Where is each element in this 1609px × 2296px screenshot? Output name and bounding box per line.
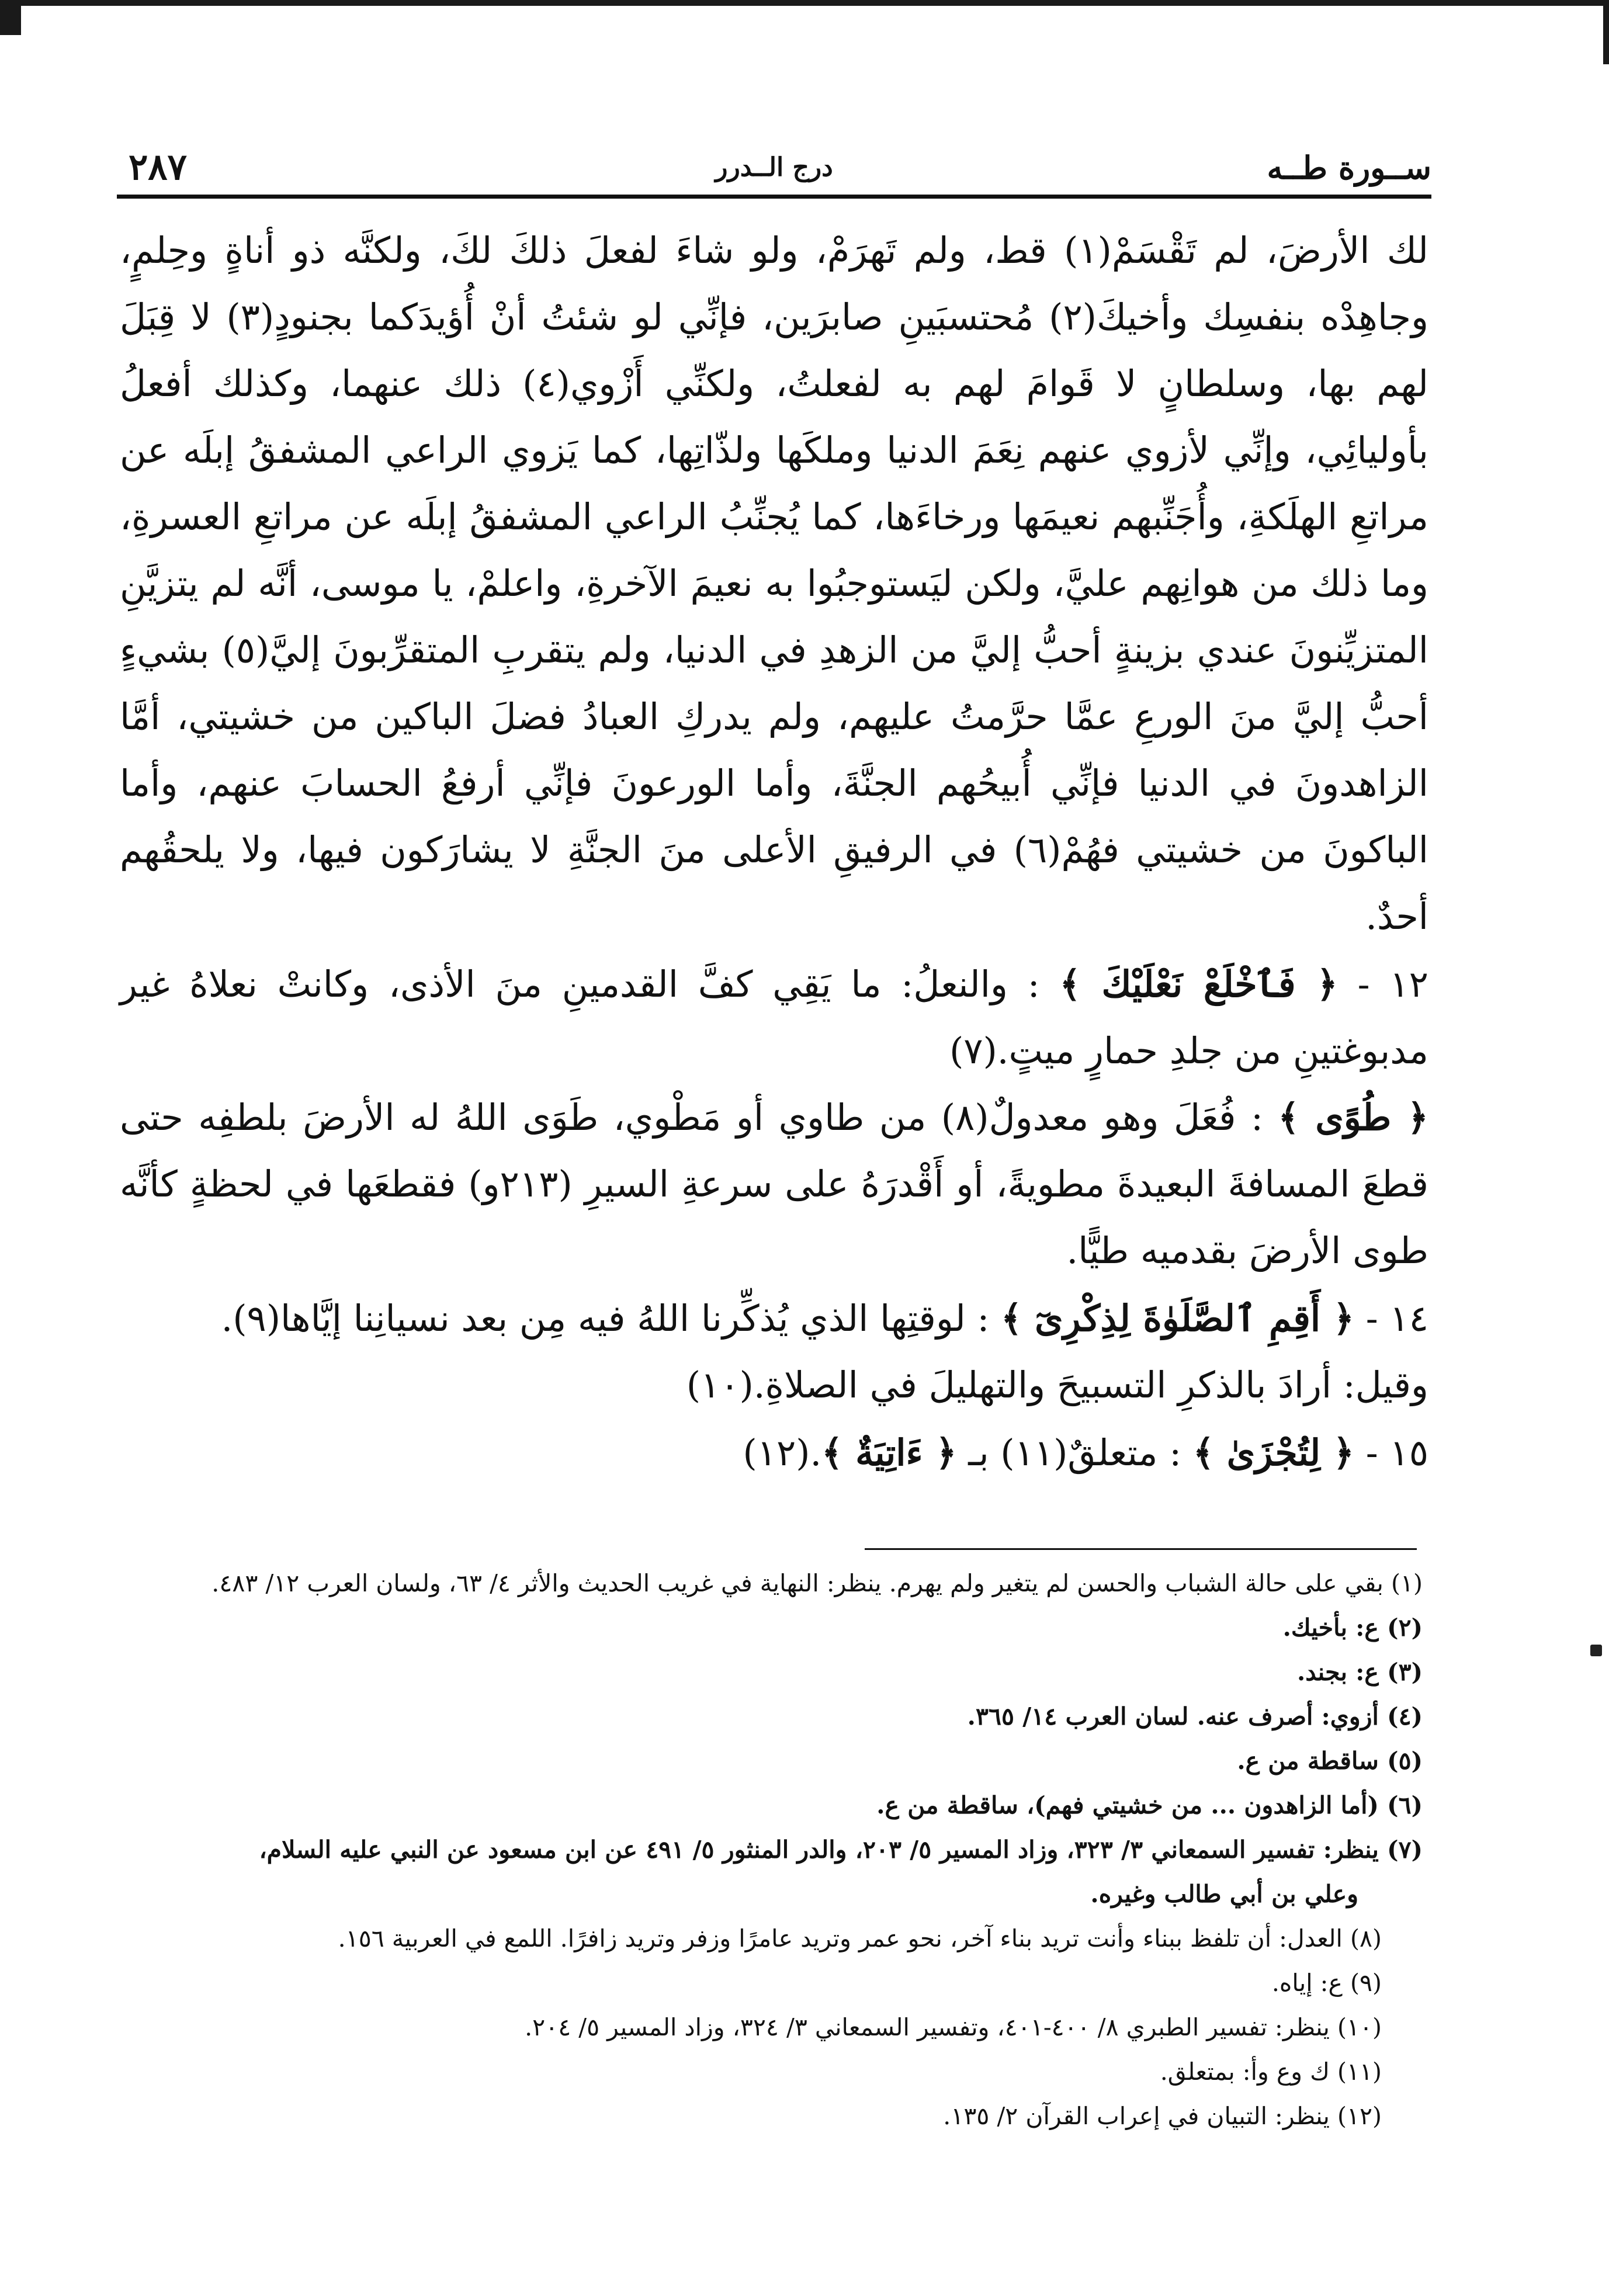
- book-title: درج الــدرر: [715, 152, 833, 182]
- footnote-5: (٥) ساقطة من ع.: [1237, 1747, 1423, 1775]
- running-header: [117, 145, 1431, 195]
- footnote-7-line2: وعلي بن أبي طالب وغيره.: [1090, 1880, 1358, 1908]
- verse-number: ١٢ -: [1357, 963, 1428, 1005]
- scan-margin-mark: [1590, 1645, 1602, 1656]
- footnote-3: (٣) ع: بجند.: [1296, 1658, 1423, 1686]
- footnotes: [117, 1561, 1423, 2138]
- scan-edge-top: [0, 0, 1609, 6]
- paragraph-qila: وقيل: أرادَ بالذكرِ التسبيحَ والتهليلَ في الصلاةِ.(١٠): [686, 1364, 1428, 1406]
- quran-quote: ﴿ فَٱخْلَعْ نَعْلَيْكَ ﴾: [1059, 963, 1338, 1005]
- footnote-8: (٨) العدل: أن تلفظ ببناء وأنت تريد بناء آخر، نحو عمر وتريد عامرًا وزفر وتريد زافرًا. اللمع في العربية ١٥٦.: [338, 1924, 1382, 1952]
- quran-quote: ﴿ لِتُجْزَىٰ ﴾: [1192, 1431, 1354, 1474]
- paragraph-hadith: لك الأرضَ، لم تَقْسَمْ(١) قط، ولم تَهرَمْ، ولو شاءَ لفعلَ ذلكَ لكَ، ولكنَّه ذو أناةٍ وحِلمٍ، وجاهِدْه بنفسِك وأخيكَ(٢) مُحتسبَينِ صابرَين، فإنِّي لو شئتُ أنْ أُؤيدَكما بجنودٍ(٣) لا قِبَلَ لهم بها، وسلطانٍ لا قَوامَ لهم به لفعلتُ، ولكنِّي أَزْوي(٤) ذلك عنهما، وكذلك أفعلُ بأوليائِي، وإنِّي لأزوي عنهم نِعَمَ الدنيا وملكَها ولذّاتِها، كما يَزوي الراعي المشفقُ إبلَه عن مراتعِ الهلَكةِ، وأُجَنِّبهم نعيمَها ورخاءَها، كما يُجنِّبُ الراعي المشفقُ إبلَه عن مراتعِ العسرةِ، وما ذلك من هوانِهم عليَّ، ولكن ليَستوجبُوا به نعيمَ الآخرةِ، واعلمْ، يا موسى، أنَّه لم يتزيَّنِ المتزيِّنونَ عندي بزينةٍ أحبُّ إليَّ من الزهدِ في الدنيا، ولم يتقربِ المتقرِّبونَ إليَّ(٥) بشيءٍ أحبُّ إليَّ منَ الورعِ عمَّا حرَّمتُ عليهم، ولم يدركِ العبادُ فضلَ الباكين من خشيتي، أمَّا الزاهدونَ في الدنيا فإنِّي أُبيحُهم الجنَّةَ، وأما الورعونَ فإنِّي أرفعُ الحسابَ عنهم، وأما الباكونَ من خشيتي فهُمْ(٦) في الرفيقِ الأعلى منَ الجنَّةِ لا يشارَكون فيها، ولا يلحقُهم أحدٌ.: [120, 229, 1429, 938]
- main-text: [120, 217, 1428, 1486]
- commentary-text: : متعلقٌ(١١) بـ: [968, 1431, 1182, 1474]
- surah-title: ســورة طــه: [1267, 149, 1431, 186]
- commentary-text: : فُعَلَ وهو معدولٌ(٨) من طاوي أو مَطْوي، طَوَى اللهُ له الأرضَ بلطفِه حتى قطعَ المسافةَ البعيدةَ مطويةً، أو أَقْدرَهُ على سرعةِ السيرِ (٢١٣و) فقطعَها في لحظةٍ كأنَّه طوى الأرضَ بقدميه طيًّا.: [120, 1096, 1428, 1272]
- footnote-1: (١) بقي على حالة الشباب والحسن لم يتغير ولم يهرم. ينظر: النهاية في غريب الحديث والأثر ٤/ ٦٣، ولسان العرب ١٢/ ٤٨٣.: [211, 1569, 1423, 1597]
- footnote-11: (١١) ك وع وأ: بمتعلق.: [1160, 2058, 1382, 2086]
- footnote-4: (٤) أزوي: أصرف عنه. لسان العرب ١٤/ ٣٦٥.: [967, 1702, 1423, 1730]
- scan-edge-right: [1603, 0, 1609, 64]
- footnote-7-line1: (٧) ينظر: تفسير السمعاني ٣/ ٣٢٣، وزاد المسير ٥/ ٢٠٣، والدر المنثور ٥/ ٤٩١ عن ابن مسعود عن النبي عليه السلام،: [259, 1836, 1423, 1864]
- verse-number: ١٥ -: [1365, 1431, 1428, 1474]
- quran-quote: ﴿ ءَاتِيَةٌ ﴾: [821, 1431, 957, 1474]
- footnote-ref: .(١٢): [743, 1431, 822, 1474]
- paragraph-verse-12: [120, 951, 1428, 1084]
- scan-edge-corner: [0, 0, 21, 35]
- header-rule: [117, 195, 1431, 199]
- footnote-10: (١٠) ينظر: تفسير الطبري ٨/ ٤٠٠-٤٠١، وتفسير السمعاني ٣/ ٣٢٤، وزاد المسير ٥/ ٢٠٤.: [525, 2013, 1382, 2041]
- paragraph-verse-14: [120, 1285, 1428, 1352]
- commentary-text: : والنعلُ: ما يَقِي كفَّ القدمينِ منَ الأذى، وكانتْ نعلاهُ غير مدبوغتينِ من جلدِ حمارٍ ميتٍ.(٧): [120, 963, 1428, 1072]
- quran-quote: ﴿ طُوًى ﴾: [1278, 1096, 1428, 1139]
- quran-quote: ﴿ أَقِمِ ٱلصَّلَوٰةَ لِذِكْرِىٓ ﴾: [1001, 1297, 1354, 1340]
- footnote-6: (٦) (أما الزاهدون ... من خشيتي فهم)، ساقطة من ع.: [876, 1791, 1423, 1819]
- footnote-12: (١٢) ينظر: التبيان في إعراب القرآن ٢/ ١٣٥.: [943, 2102, 1382, 2130]
- footnote-rule: [865, 1548, 1417, 1550]
- paragraph-verse-15: [120, 1420, 1428, 1486]
- footnote-7: [117, 1827, 1423, 1916]
- page-number: ٢٨٧: [129, 145, 187, 188]
- paragraph-tuwa: [120, 1084, 1428, 1284]
- commentary-text: : لوقتِها الذي يُذكِّرنا اللهُ فيه مِن بعد نسيانِنا إيَّاها(٩).: [221, 1297, 990, 1340]
- footnote-2: (٢) ع: بأخيك.: [1282, 1614, 1423, 1642]
- verse-number: ١٤ -: [1365, 1297, 1428, 1340]
- footnote-9: (٩) ع: إياه.: [1271, 1969, 1382, 1997]
